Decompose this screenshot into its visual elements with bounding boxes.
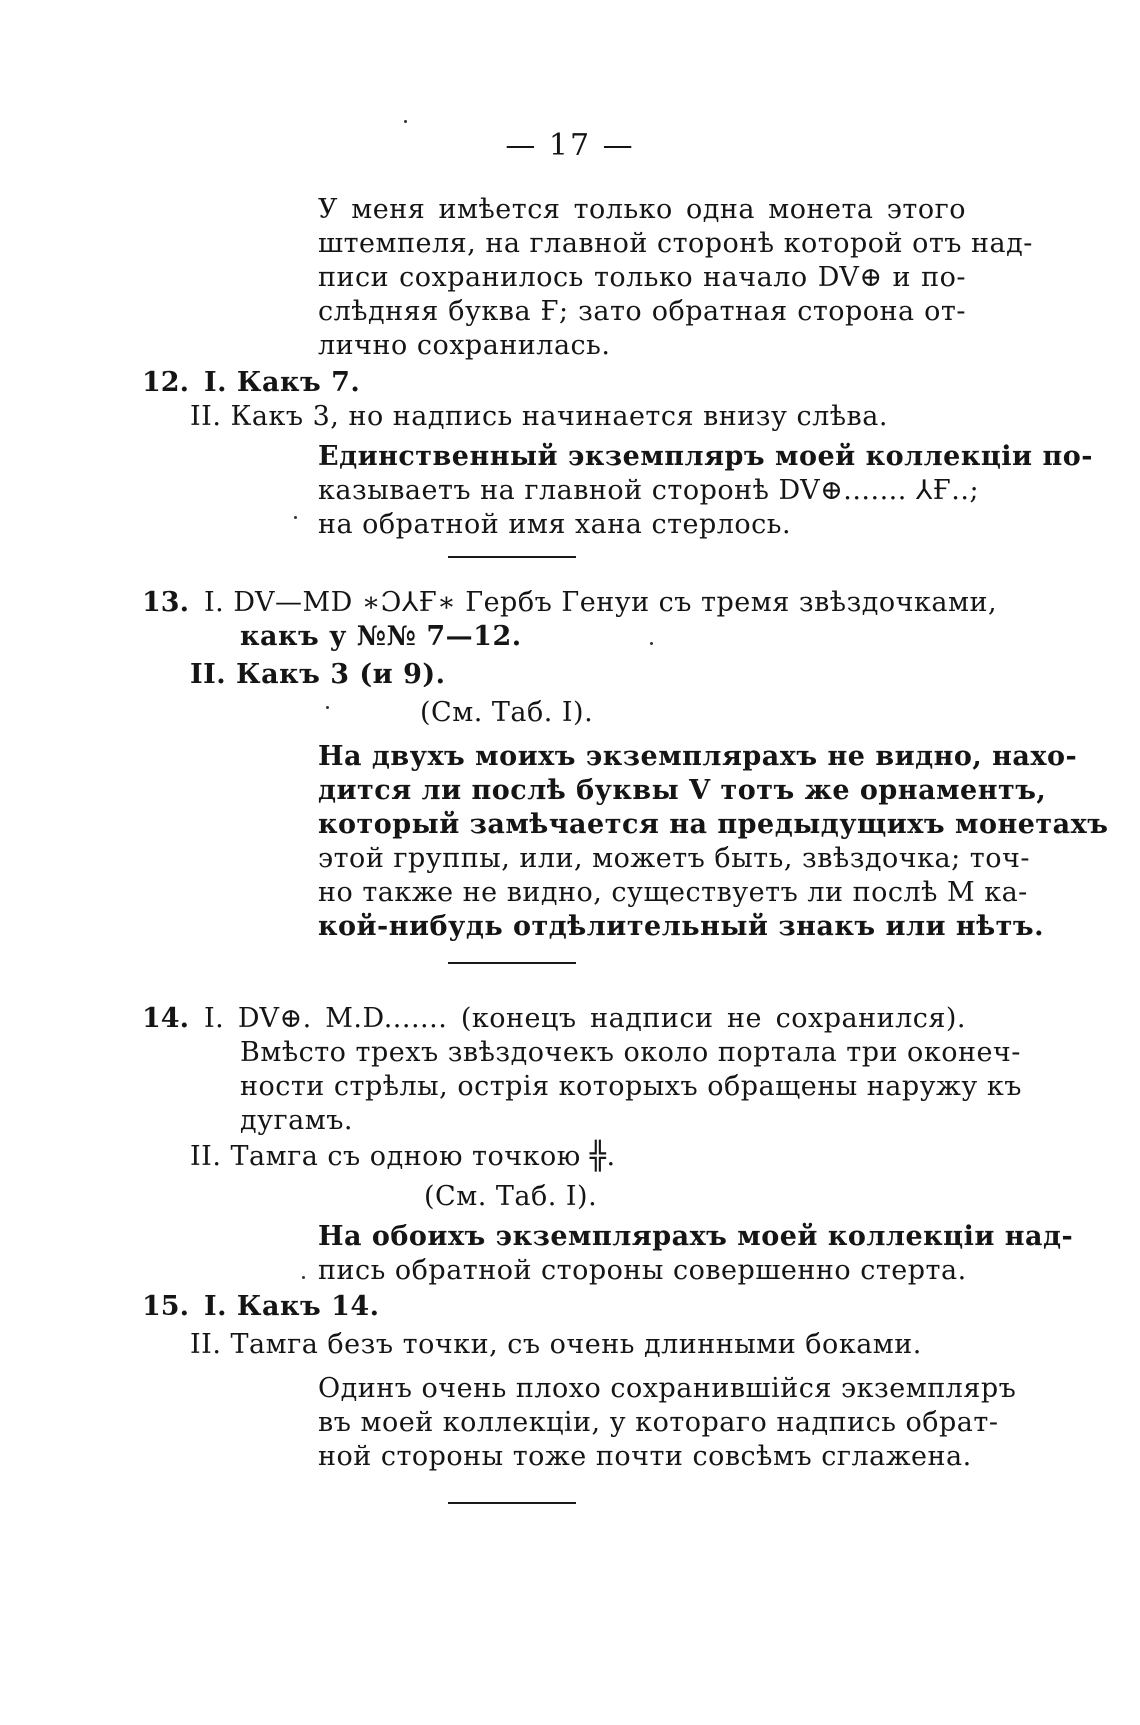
entry-13-comment-line-5: но также не видно, существуетъ ли послѣ М ка- [318,877,1028,908]
entry-14-side-1-line-4: дугамъ. [240,1105,354,1136]
section-divider-1 [448,556,576,558]
section-divider-2 [448,962,576,964]
entry-15-number: 15. [142,1291,189,1322]
entry-14-side-1-line-1: I. DV⊕. M.D....... (конецъ надписи не сохранился). [204,1003,966,1034]
entry-15-comment-line-2: въ моей коллекціи, у котораго надпись обрат- [318,1407,999,1438]
scan-speck [404,120,407,123]
scan-speck [294,516,297,519]
entry-12-side-2: II. Какъ 3, но надпись начинается внизу слѣва. [190,401,888,432]
entry-14-comment-line-1: На обоихъ экземплярахъ моей коллекціи над- [318,1221,1074,1252]
entry-13-comment-line-6: кой-нибудь отдѣлительный знакъ или нѣтъ. [318,911,1045,942]
page-number: — 17 — [505,128,635,163]
entry-13-side-2: II. Какъ 3 (и 9). [190,659,446,690]
entry-15-comment-line-3: ной стороны тоже почти совсѣмъ сглажена. [318,1441,972,1472]
entry-14-number: 14. [142,1003,189,1034]
scan-speck [302,1276,305,1279]
entry-13-side-1-line-1: I. DV—MD ∗Ɔ⅄Ғ∗ Гербъ Генуи съ тремя звѣздочками, [204,587,998,618]
entry-14-side-1-line-2: Вмѣсто трехъ звѣздочекъ около портала три оконеч- [240,1037,1021,1068]
entry-14-comment-line-2: пись обратной стороны совершенно стерта. [318,1255,967,1286]
scan-speck [326,706,329,709]
entry-13-number: 13. [142,587,189,618]
entry-12-side-1: I. Какъ 7. [204,367,361,398]
entry-11-comment-line-2: штемпеля, на главной сторонѣ которой отъ над- [318,228,1033,259]
entry-13-comment-line-1: На двухъ моихъ экземплярахъ не видно, нахо- [318,741,1078,772]
entry-11-comment-line-3: писи сохранилось только начало DV⊕ и по- [318,262,966,293]
scan-speck [650,642,653,645]
entry-14-side-1-line-3: ности стрѣлы, острія которыхъ обращены наружу къ [240,1071,1022,1102]
entry-11-comment-line-1: У меня имѣется только одна монета этого [318,194,966,225]
entry-11-comment-line-4: слѣдняя буква Ғ; зато обратная сторона от- [318,296,966,327]
entry-12-comment-line-1: Единственный экземпляръ моей коллекціи по- [318,441,1093,472]
entry-13-comment-line-2: дится ли послѣ буквы V тотъ же орнаментъ, [318,775,1047,806]
entry-15-comment-line-1: Одинъ очень плохо сохранившійся экземпляръ [318,1373,1017,1404]
entry-12-comment-line-2: казываетъ на главной сторонѣ DV⊕....... ⅄Ғ..; [318,475,980,506]
section-divider-3 [448,1502,576,1504]
entry-15-side-2: II. Тамга безъ точки, съ очень длинными боками. [190,1329,922,1360]
entry-12-number: 12. [142,367,189,398]
entry-14-side-2: II. Тамга съ одною точкою ╬. [190,1141,616,1172]
entry-12-comment-line-3: на обратной имя хана стерлось. [318,509,792,540]
entry-13-see-plate: (См. Таб. I). [420,697,594,728]
entry-13-comment-line-3: который замѣчается на предыдущихъ монетахъ [318,809,1109,840]
entry-11-comment-line-5: лично сохранилась. [318,330,611,361]
entry-15-side-1: I. Какъ 14. [204,1291,380,1322]
entry-14-see-plate: (См. Таб. I). [424,1181,598,1212]
entry-13-comment-line-4: этой группы, или, можетъ быть, звѣздочка; точ- [318,843,1030,874]
entry-13-side-1-line-2: какъ у №№ 7—12. [240,621,522,652]
